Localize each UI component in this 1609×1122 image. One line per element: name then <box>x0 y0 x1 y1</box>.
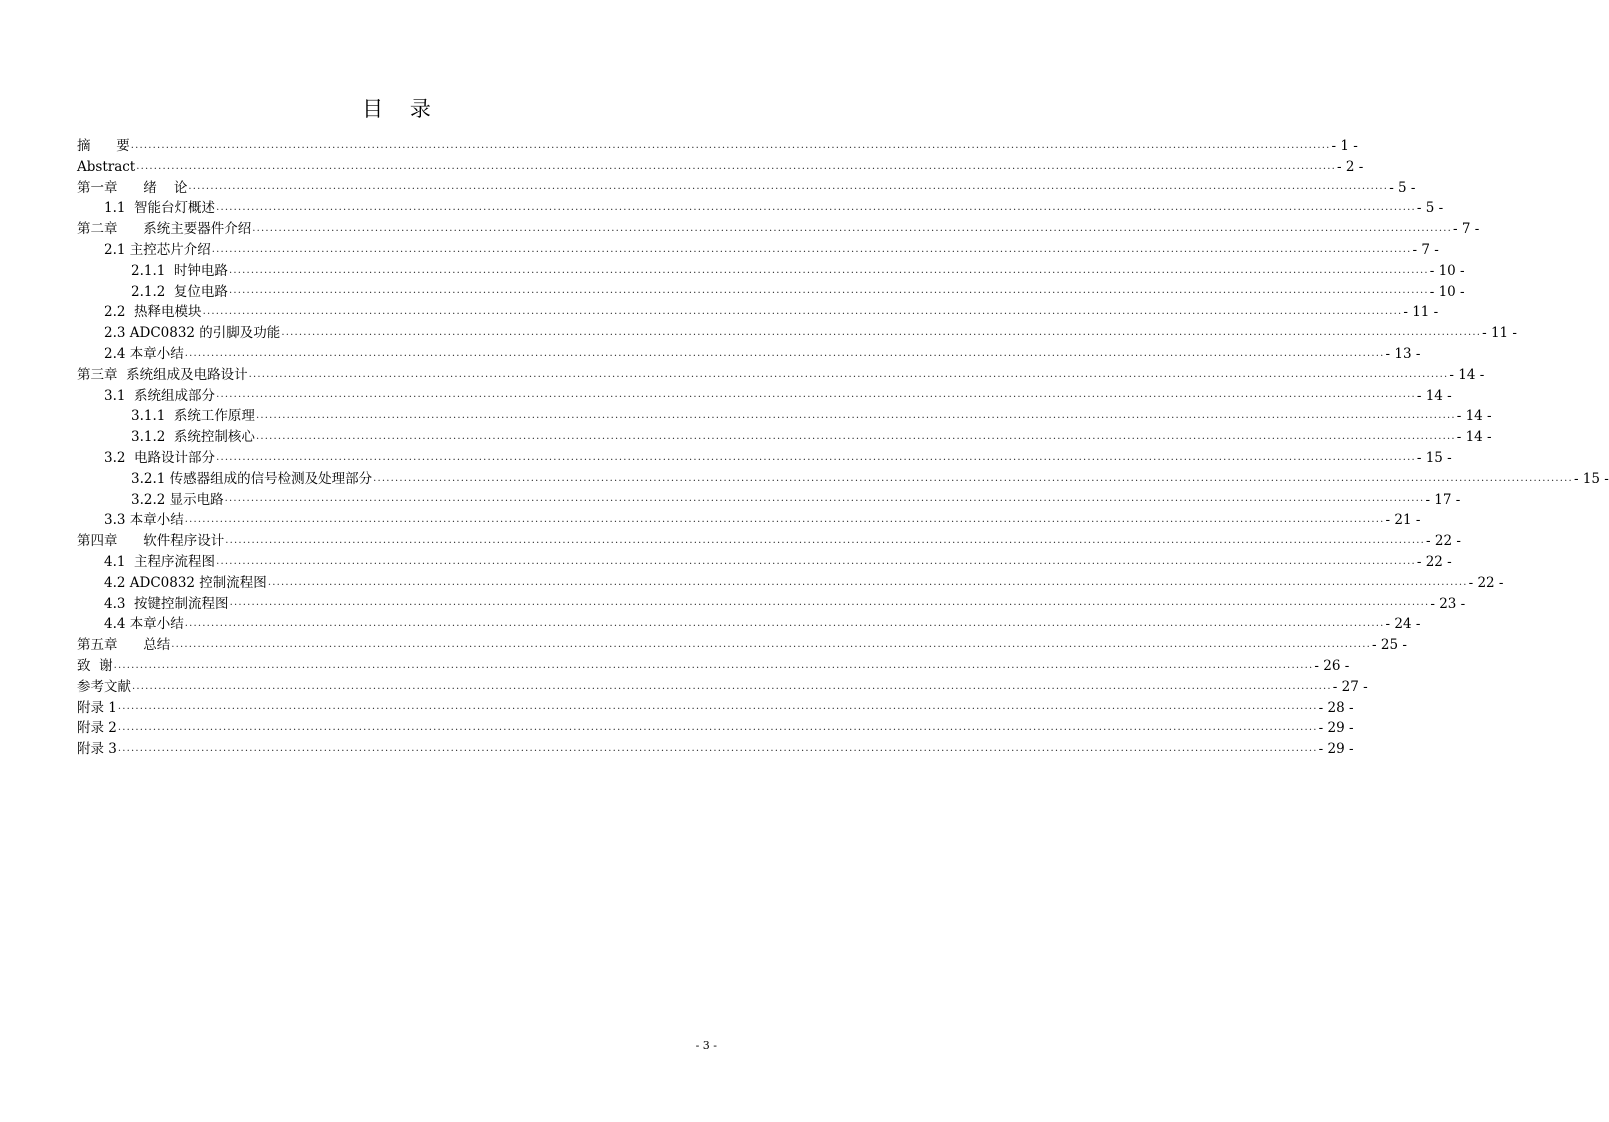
toc-entry[interactable] <box>77 240 1439 261</box>
page-number: - 3 - <box>695 1039 717 1052</box>
toc-entry-page: - 2 - <box>1337 158 1364 175</box>
toc-entry-title: Abstract <box>77 158 136 175</box>
dot-leader: .................................................................................................................................................................................................................................................................................. <box>248 368 1449 380</box>
dot-leader: .................................................................................................................................................................................................................................................................................. <box>216 451 1416 463</box>
dot-leader: .................................................................................................................................................................................................................................................................................. <box>224 493 1425 505</box>
dot-leader: .................................................................................................................................................................................................................................................................................. <box>184 514 1385 526</box>
toc-entry[interactable] <box>77 656 1350 677</box>
dot-leader: .................................................................................................................................................................................................................................................................................. <box>373 472 1573 484</box>
toc-entry-title: 4.3 按键控制流程图 <box>104 595 229 612</box>
toc-entry-title: 第一章 绪 论 <box>77 179 188 196</box>
toc-entry-title: 3.3 本章小结 <box>104 512 184 529</box>
toc-entry[interactable] <box>77 677 1368 698</box>
toc-entry-title: 附录 1 <box>77 699 117 716</box>
toc-entry[interactable] <box>77 469 1609 490</box>
dot-leader: .................................................................................................................................................................................................................................................................................. <box>225 534 1426 546</box>
toc-entry-page: - 28 - <box>1318 699 1354 716</box>
toc-entry-page: - 10 - <box>1429 283 1465 300</box>
toc-entry-title: 3.1.2 系统控制核心 <box>131 429 255 446</box>
toc-entry-page: - 5 - <box>1416 200 1444 217</box>
toc-entry[interactable] <box>77 386 1452 407</box>
dot-leader: .................................................................................................................................................................................................................................................................................. <box>255 410 1456 422</box>
toc-entry-title: 3.2.2 显示电路 <box>131 491 224 508</box>
dot-leader: .................................................................................................................................................................................................................................................................................. <box>184 347 1385 359</box>
toc-entry[interactable] <box>77 344 1421 365</box>
toc-entry-title: 第四章 软件程序设计 <box>77 533 225 550</box>
dot-leader: .................................................................................................................................................................................................................................................................................. <box>228 264 1429 276</box>
dot-leader: .................................................................................................................................................................................................................................................................................. <box>130 139 1331 151</box>
toc-entry[interactable] <box>77 261 1465 282</box>
toc-entry-page: - 21 - <box>1385 512 1421 529</box>
toc-entry-title: 2.1.2 复位电路 <box>131 283 228 300</box>
toc-entry[interactable] <box>77 510 1421 531</box>
toc-entry-title: 第三章 系统组成及电路设计 <box>77 366 248 383</box>
toc-entry-page: - 5 - <box>1389 179 1416 196</box>
toc-entry-page: - 17 - <box>1425 491 1461 508</box>
dot-leader: .................................................................................................................................................................................................................................................................................. <box>132 680 1332 692</box>
toc-entry[interactable] <box>77 157 1364 178</box>
page-title: 目 录 <box>362 97 431 121</box>
toc-entry-page: - 22 - <box>1416 553 1452 570</box>
toc-entry-page: - 11 - <box>1482 325 1517 342</box>
toc-entry-page: - 29 - <box>1318 741 1354 758</box>
toc-entry[interactable] <box>77 219 1480 240</box>
toc-entry[interactable] <box>77 448 1452 469</box>
toc-entry-title: 附录 2 <box>77 720 117 737</box>
toc-entry[interactable] <box>77 635 1407 656</box>
toc-entry[interactable] <box>77 365 1485 386</box>
dot-leader: .................................................................................................................................................................................................................................................................................. <box>113 659 1314 671</box>
toc-entry-page: - 23 - <box>1430 595 1466 612</box>
toc-entry-page: - 10 - <box>1429 262 1465 279</box>
dot-leader: .................................................................................................................................................................................................................................................................................. <box>117 742 1318 754</box>
toc-entry-page: - 7 - <box>1412 241 1439 258</box>
toc-entry[interactable] <box>77 406 1492 427</box>
toc-entry[interactable] <box>77 323 1517 344</box>
toc-entry-title: 2.1 主控芯片介绍 <box>104 241 211 258</box>
toc-entry-title: 2.1.1 时钟电路 <box>131 262 228 279</box>
dot-leader: .................................................................................................................................................................................................................................................................................. <box>255 430 1456 442</box>
toc-entry-title: 3.1.1 系统工作原理 <box>131 408 255 425</box>
toc-entry-title: 1.1 智能台灯概述 <box>104 200 216 217</box>
table-of-contents <box>77 136 1609 760</box>
dot-leader: .................................................................................................................................................................................................................................................................................. <box>228 285 1429 297</box>
toc-entry[interactable] <box>77 552 1452 573</box>
toc-entry-page: - 15 - <box>1573 470 1609 487</box>
toc-entry-title: 4.4 本章小结 <box>104 616 184 633</box>
dot-leader: .................................................................................................................................................................................................................................................................................. <box>184 618 1385 630</box>
toc-entry-page: - 22 - <box>1468 574 1504 591</box>
toc-entry-title: 参考文献 <box>77 678 131 695</box>
dot-leader: .................................................................................................................................................................................................................................................................................. <box>117 722 1318 734</box>
toc-entry[interactable] <box>77 573 1504 594</box>
toc-entry[interactable] <box>77 718 1354 739</box>
toc-entry-title: 2.2 热释电模块 <box>104 304 202 321</box>
dot-leader: .................................................................................................................................................................................................................................................................................. <box>216 202 1416 214</box>
toc-entry-page: - 25 - <box>1372 637 1407 654</box>
toc-entry-title: 4.2 ADC0832 控制流程图 <box>104 574 267 591</box>
dot-leader: .................................................................................................................................................................................................................................................................................. <box>267 576 1468 588</box>
toc-entry[interactable] <box>77 531 1461 552</box>
toc-entry-title: 2.4 本章小结 <box>104 345 184 362</box>
toc-entry-title: 第二章 系统主要器件介绍 <box>77 221 252 238</box>
toc-entry-title: 致 谢 <box>77 657 113 674</box>
toc-entry[interactable] <box>77 178 1416 199</box>
toc-entry-title: 4.1 主程序流程图 <box>104 553 216 570</box>
toc-entry[interactable] <box>77 427 1492 448</box>
dot-leader: .................................................................................................................................................................................................................................................................................. <box>136 160 1337 172</box>
toc-entry[interactable] <box>77 302 1439 323</box>
toc-entry-page: - 14 - <box>1449 366 1485 383</box>
dot-leader: .................................................................................................................................................................................................................................................................................. <box>188 181 1389 193</box>
toc-entry-page: - 13 - <box>1385 345 1421 362</box>
dot-leader: .................................................................................................................................................................................................................................................................................. <box>281 326 1482 338</box>
toc-entry[interactable] <box>77 739 1354 760</box>
toc-entry-page: - 22 - <box>1426 533 1461 550</box>
toc-entry[interactable] <box>77 614 1421 635</box>
dot-leader: .................................................................................................................................................................................................................................................................................. <box>211 243 1412 255</box>
toc-entry-page: - 7 - <box>1453 221 1480 238</box>
toc-entry-page: - 27 - <box>1332 678 1368 695</box>
toc-entry[interactable] <box>77 594 1466 615</box>
toc-entry-title: 附录 3 <box>77 741 117 758</box>
dot-leader: .................................................................................................................................................................................................................................................................................. <box>216 555 1416 567</box>
dot-leader: .................................................................................................................................................................................................................................................................................. <box>117 701 1318 713</box>
toc-entry[interactable] <box>77 698 1354 719</box>
toc-entry-page: - 14 - <box>1416 387 1452 404</box>
dot-leader: .................................................................................................................................................................................................................................................................................. <box>202 306 1403 318</box>
toc-entry[interactable] <box>77 282 1465 303</box>
toc-entry-page: - 14 - <box>1456 408 1492 425</box>
dot-leader: .................................................................................................................................................................................................................................................................................. <box>252 222 1453 234</box>
dot-leader: .................................................................................................................................................................................................................................................................................. <box>171 638 1372 650</box>
toc-entry-title: 3.2 电路设计部分 <box>104 449 216 466</box>
toc-entry-title: 第五章 总结 <box>77 637 171 654</box>
toc-entry[interactable] <box>77 136 1358 157</box>
dot-leader: .................................................................................................................................................................................................................................................................................. <box>229 597 1430 609</box>
toc-entry-page: - 14 - <box>1456 429 1492 446</box>
toc-entry-page: - 1 - <box>1331 138 1358 154</box>
toc-entry-title: 2.3 ADC0832 的引脚及功能 <box>104 325 281 342</box>
toc-entry-page: - 15 - <box>1416 449 1452 466</box>
toc-entry-page: - 26 - <box>1314 657 1350 674</box>
toc-entry-title: 摘 要 <box>77 138 130 154</box>
dot-leader: .................................................................................................................................................................................................................................................................................. <box>216 389 1416 401</box>
toc-entry-page: - 29 - <box>1318 720 1354 737</box>
toc-entry-title: 3.2.1 传感器组成的信号检测及处理部分 <box>131 470 373 487</box>
toc-entry-page: - 24 - <box>1385 616 1421 633</box>
toc-entry-page: - 11 - <box>1403 304 1439 321</box>
toc-entry-title: 3.1 系统组成部分 <box>104 387 216 404</box>
toc-entry[interactable] <box>77 198 1444 219</box>
toc-entry[interactable] <box>77 490 1461 511</box>
